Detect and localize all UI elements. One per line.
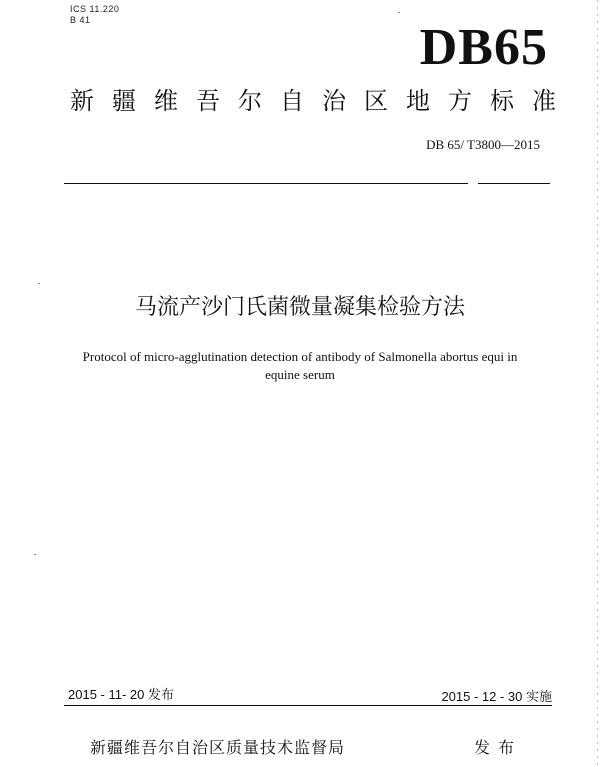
header-rule-left [64, 183, 468, 184]
header-rule-right [478, 183, 550, 184]
issue-date: 2015 - 11- 20 发布 [68, 687, 174, 702]
implementation-date: 2015 - 12 - 30 实施 [441, 689, 552, 704]
standard-type: 新疆维吾尔自治区地方标准 [70, 87, 574, 115]
standard-logo: DB65 [419, 19, 548, 76]
standard-number: DB 65/ T3800—2015 [426, 137, 540, 152]
scan-edge-mark [597, 0, 598, 767]
title-english-line-1: Protocol of micro-agglutination detection of antibody of Salmonella abortus equi in [82, 349, 518, 364]
title-english [50, 348, 550, 384]
scan-speck [398, 12, 400, 13]
scan-speck [34, 554, 36, 555]
ics-code: ICS 11.220 [70, 4, 120, 14]
issue-label: 发布 [474, 738, 523, 757]
classification-codes [70, 4, 119, 26]
issuing-authority: 新疆维吾尔自治区质量技术监督局 [90, 738, 346, 757]
title-chinese: 马流产沙门氏菌微量凝集检验方法 [134, 295, 465, 320]
ccs-code: B 41 [70, 15, 91, 25]
title-english-line-2: equine serum [265, 367, 335, 382]
scan-speck [38, 283, 40, 284]
footer-rule [64, 705, 552, 706]
